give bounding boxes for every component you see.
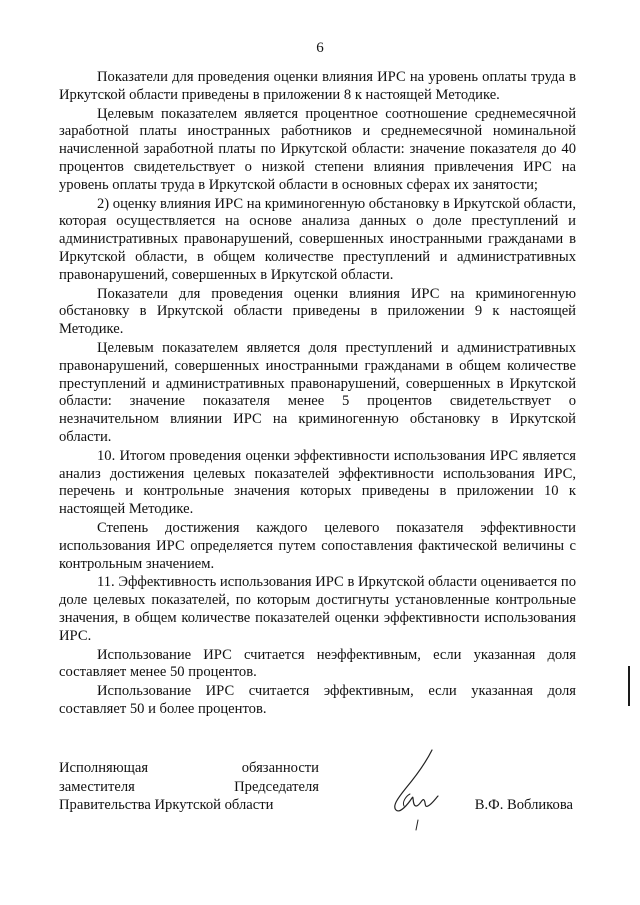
signatory-title-line3: Правительства Иркутской области — [59, 797, 274, 813]
signatory-title-line2-left: заместителя — [59, 778, 135, 795]
signatory-title-line1-right: обязанности — [241, 760, 319, 776]
paragraph: 11. Эффективность использования ИРС в Иркутской области оценивается по доле целевых показателей, по которым достигнуты установленные контрольные значения, в общем количестве показателей оценки эффективности использования ИРС. — [59, 574, 576, 644]
page-number: 6 — [316, 40, 324, 56]
paragraph: Целевым показателем является доля преступлений и административных правонарушений, совершенных иностранными гражданами в общем количестве преступлений и административных правонарушений, совершенных в Иркутской области: значение показателя менее 5 процентов свидетельствует о незначительном влиянии ИРС на криминогенную обстановку в Иркутской области. — [59, 339, 576, 445]
paragraph: Использование ИРС считается неэффективным, если указанная доля составляет менее 50 процентов. — [59, 646, 576, 681]
paragraph: 10. Итогом проведения оценки эффективности использования ИРС является анализ достижения целевых показателей эффективности использования ИРС, перечень и контрольные значения которых приведены в приложении 10 к настоящей Методике. — [59, 447, 576, 518]
scan-edge-mark — [628, 666, 630, 706]
paragraph: Показатели для проведения оценки влияния ИРС на криминогенную обстановку в Иркутской области приведены в приложении 9 к настоящей Методике. — [59, 285, 576, 338]
signatory-name: В.Ф. Вобликова — [474, 797, 573, 813]
signatory-title — [59, 759, 319, 815]
paragraph: Показатели для проведения оценки влияния ИРС на уровень оплаты труда в Иркутской области приведены в приложении 8 к настоящей Методике. — [59, 69, 576, 103]
paragraph: Использование ИРС считается эффективным, если указанная доля составляет 50 и более процентов. — [59, 683, 576, 717]
paragraph: Целевым показателем является процентное соотношение среднемесячной заработной платы иностранных работников и среднемесячной номинальной начисленной заработной платы по Иркутской области: значение показателя до 40 процентов свидетельствует о низкой степени влияния привлечения ИРС на уровень оплаты труда в Иркутской области в основных сферах их занятости; — [59, 105, 576, 193]
signatory-title-line2-right: Председателя — [234, 778, 319, 795]
signature-block — [59, 759, 579, 849]
paragraph: Степень достижения каждого целевого показателя эффективности использования ИРС определяется путем сопоставления фактической величины с контрольным значением. — [59, 519, 576, 572]
paragraph: 2) оценку влияния ИРС на криминогенную обстановку в Иркутской области, которая осуществляется на основе анализа данных о доле преступлений и административных правонарушений, совершенных иностранными гражданами в Иркутской области, в общем количестве преступлений и административных правонарушений, совершенных в Иркутской области. — [59, 195, 576, 283]
signatory-title-line1-left: Исполняющая — [59, 760, 149, 776]
document-body — [59, 69, 576, 720]
handwritten-signature-icon — [388, 748, 448, 832]
